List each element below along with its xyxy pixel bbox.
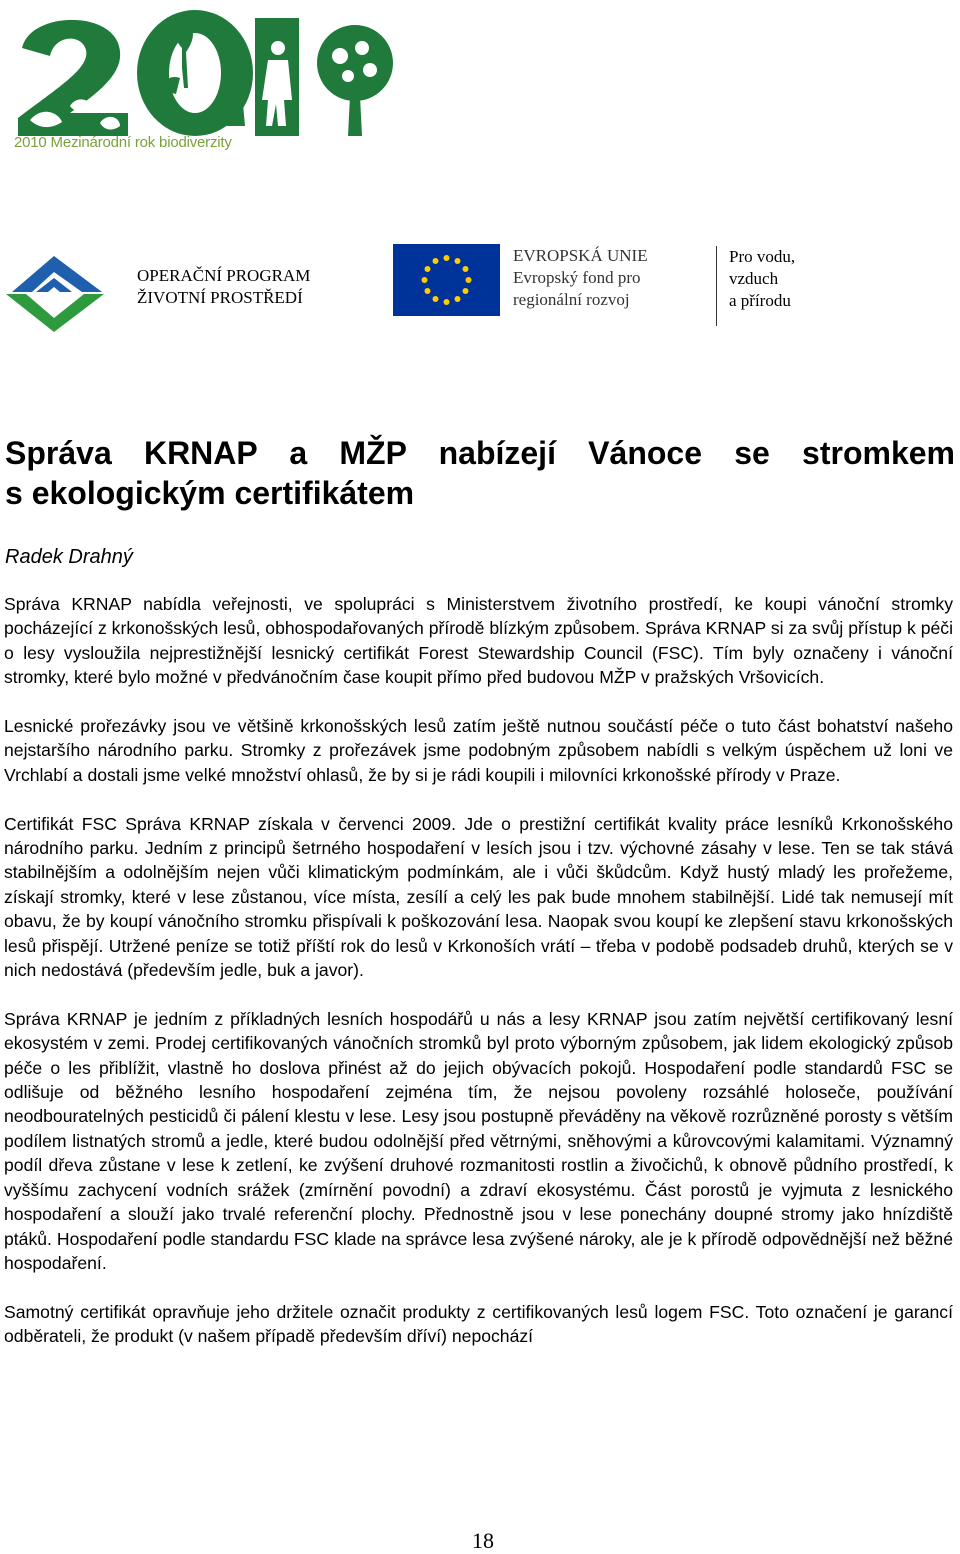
eu-line-2: Evropský fond pro — [513, 268, 641, 287]
paragraph: Správa KRNAP nabídla veřejnosti, ve spolupráci s Ministerstvem životního prostředí, ke koupi vánoční stromky pocházející z krkonošských lesů, obhospodařovaných přírodě blízkým způsobem. Správa KRNAP si za svůj přístup k péči o lesy vysloužila nejprestižnější lesnický certifikát Forest Stewardship Council (FSC). Tím byly označeny i vánoční stromky, které bylo možné v předvánočním čase koupit přímo před budovou MŽP v pražských Vršovicích. — [4, 594, 953, 688]
title-line-2: s ekologickým certifikátem — [5, 475, 415, 511]
paragraph: Lesnické prořezávky jsou ve většině krkonošských lesů zatím ještě nutnou součástí péče o tuto část bohatství našeho nejstaršího národního parku. Stromky z prořezávek jsme podobným způsobem nabídli s velkým úspěchem už loni ve Vrchlabí a dostali jsme velké množství ohlasů, že by si je rádi koupili i milovníci krkonošské přírody v Praze. — [4, 716, 953, 785]
motto-text — [729, 246, 795, 312]
op-line-2: ŽIVOTNÍ PROSTŘEDÍ — [137, 288, 303, 307]
logo-caption: 2010 Mezinárodní rok biodiverzity — [14, 134, 232, 151]
paragraph: Certifikát FSC Správa KRNAP získala v červenci 2009. Jde o prestižní certifikát kvality práce lesníků Krkonošského národního parku. Jedním z principů šetrného hospodaření v lesích jsou i tzv. výchovné zásahy v lese. Ten se tak stává stabilnějším a odolnějším nejen vůči klimatickým podmínkám, ale i vůči škůdcům. Když hustý mladý les prořežeme, získají stromky, které v lese zůstanou, více místa, zesílí a celý les pak bude mnohem stabilnější. Lidé tak nemusejí mít obavu, že by koupí vánočního stromku přispívali k poškozování lesa. Naopak svou koupí ke zlepšení stavu krkonošských lesů přispějí. Utržené peníze se totiž příští rok do lesů v Krkonoších vrátí – třeba v podobě podsadeb druhů, kterých se v nich nedostává (především jedle, buk a javor). — [4, 813, 953, 981]
paragraph: Samotný certifikát opravňuje jeho držitele označit produkty z certifikovaných lesů logem FSC. Toto označení je garancí odběrateli, že produkt (v našem případě především dříví) nepochází — [4, 1301, 953, 1347]
article-author: Radek Drahný — [5, 546, 133, 568]
op-line-1: OPERAČNÍ PROGRAM — [137, 266, 311, 285]
paragraph: Správa KRNAP je jedním z příkladných lesních hospodářů u nás a lesy KRNAP jsou zatím největší certifikovaný lesní ekosystém v zemi. Prodej certifikovaných vánočních stromků byl proto výborným způsobem, jak lidem ekologický způsob péče o les přiblížit, vlastně ho doslova přinést až do jejich obývacích pokojů. Hospodaření podle standardů FSC se odlišuje od běžného lesního hospodaření zejména tím, že nejsou povoleny rozsáhlé holoseče, používání neodbouratelných pesticidů či pálení klestu v lese. Lesy jsou postupně převáděny na věkově rozrůzněné porosty s větším podílem listnatých stromů a jedle, které budou odolnější před větrnými, sněhovými a kůrovcovými kalamitami. Významný podíl dřeva zůstane v lese k zetlení, ke zvýšení druhové rozmanitosti rostlin a živočichů, k obnově půdního prostředí, k vyššímu zachycení vodních srážek (zmírnění povodní) a zdraví ekosystému. Část porostů je vyjmuta z lesnického hospodaření a slouží jako trvalé referenční plochy. Přednostně jsou v lese ponechány doupné stromy jako hnízdiště ptáků. Hospodaření podle standardu FSC klade na správce lesa zvýšené nároky, ale je k přírodě odpovědnější než běžné hospodaření. — [4, 1008, 953, 1273]
eu-flag-icon — [393, 244, 500, 316]
title-line-1: Správa KRNAP a MŽP nabízejí Vánoce se stromkem — [5, 435, 955, 471]
motto-line-3: a přírodu — [729, 291, 791, 310]
article-body — [4, 592, 953, 1373]
operational-program-text — [137, 265, 310, 309]
eu-fund-text — [513, 245, 648, 311]
operational-program-logo — [4, 248, 108, 336]
eu-line-1: EVROPSKÁ UNIE — [513, 246, 648, 265]
motto-line-2: vzduch — [729, 269, 779, 288]
motto-line-1: Pro vodu, — [729, 247, 796, 266]
article-title — [5, 433, 955, 513]
header-divider — [716, 246, 717, 326]
eu-line-3: regionální rozvoj — [513, 290, 630, 309]
page-number: 18 — [472, 1528, 494, 1553]
